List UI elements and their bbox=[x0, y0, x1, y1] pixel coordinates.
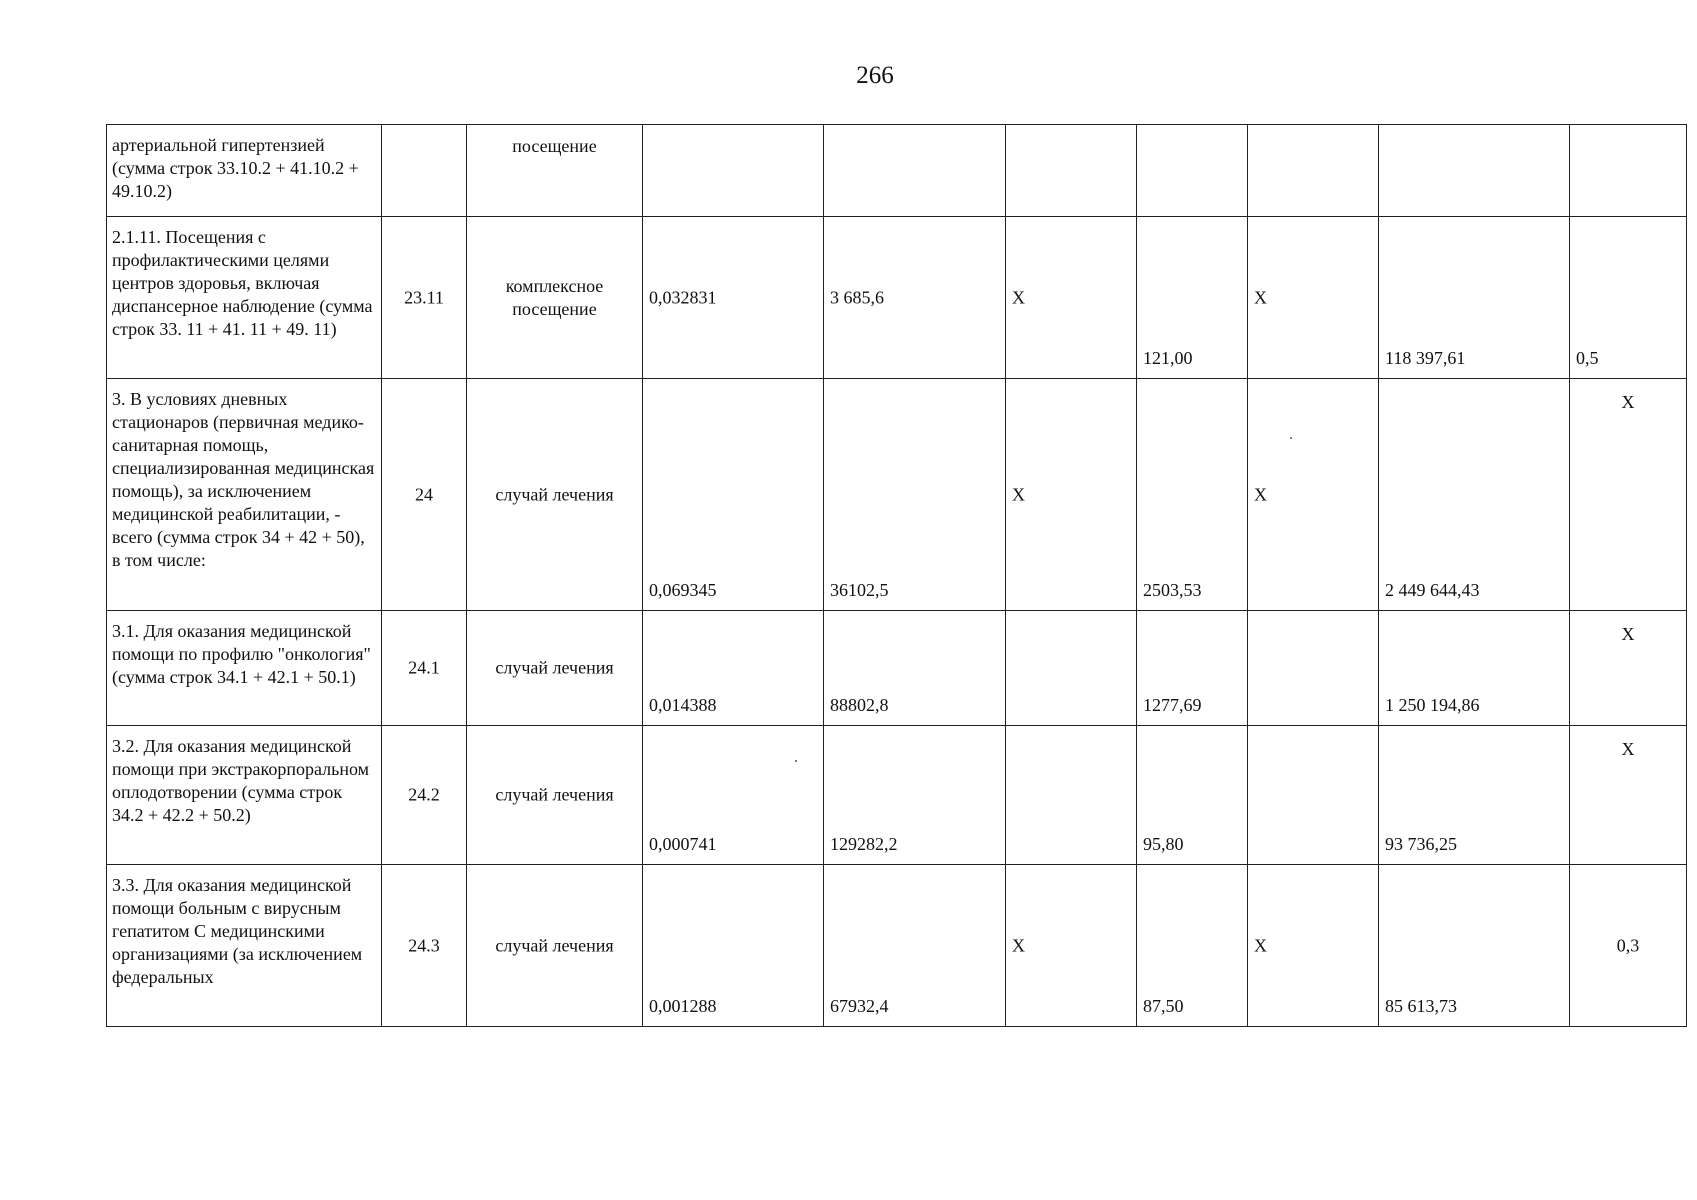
cell-col8 bbox=[1248, 611, 1379, 726]
cell-col10: X bbox=[1570, 726, 1687, 865]
table-row bbox=[107, 217, 1687, 379]
cell-col4: 0,000741 bbox=[643, 726, 824, 865]
cell-col7: 1277,69 bbox=[1137, 611, 1248, 726]
cell-col10: X bbox=[1570, 379, 1687, 611]
data-table bbox=[106, 124, 1687, 1027]
cell-col9: 118 397,61 bbox=[1379, 217, 1570, 379]
row-number bbox=[382, 125, 467, 217]
row-number: 24.3 bbox=[382, 865, 467, 1027]
cell-col6: X bbox=[1006, 865, 1137, 1027]
cell-col7: 95,80 bbox=[1137, 726, 1248, 865]
table-row bbox=[107, 379, 1687, 611]
cell-col9: 85 613,73 bbox=[1379, 865, 1570, 1027]
cell-col7: 87,50 bbox=[1137, 865, 1248, 1027]
row-description: артериальной гипертензией (сумма строк 33.10.2 + 41.10.2 + 49.10.2) bbox=[107, 125, 382, 217]
cell-col10: 0,3 bbox=[1570, 865, 1687, 1027]
cell-col7: 2503,53 bbox=[1137, 379, 1248, 611]
cell-col4: 0,014388 bbox=[643, 611, 824, 726]
cell-col5: 67932,4 bbox=[824, 865, 1006, 1027]
cell-col6: X bbox=[1006, 217, 1137, 379]
cell-col9: 2 449 644,43 bbox=[1379, 379, 1570, 611]
row-number: 24.2 bbox=[382, 726, 467, 865]
cell-col6 bbox=[1006, 611, 1137, 726]
row-description: 3.1. Для оказания медицинской помощи по профилю "онкология" (сумма строк 34.1 + 42.1 + 50.1) bbox=[107, 611, 382, 726]
row-unit: случай лечения bbox=[467, 611, 643, 726]
row-unit: комплексное посещение bbox=[467, 217, 643, 379]
cell-col8: X bbox=[1248, 379, 1379, 611]
cell-col7: 121,00 bbox=[1137, 217, 1248, 379]
row-description: 3.3. Для оказания медицинской помощи больным с вирусным гепатитом С медицинскими организациями (за исключением федеральных bbox=[107, 865, 382, 1027]
row-unit: случай лечения bbox=[467, 865, 643, 1027]
cell-col9: 1 250 194,86 bbox=[1379, 611, 1570, 726]
cell-col5: 3 685,6 bbox=[824, 217, 1006, 379]
cell-col5: 36102,5 bbox=[824, 379, 1006, 611]
row-number: 23.11 bbox=[382, 217, 467, 379]
table-row bbox=[107, 726, 1687, 865]
cell-col6: X bbox=[1006, 379, 1137, 611]
cell-col10 bbox=[1570, 125, 1687, 217]
cell-col9: 93 736,25 bbox=[1379, 726, 1570, 865]
cell-col5: 129282,2 bbox=[824, 726, 1006, 865]
cell-col10: 0,5 bbox=[1570, 217, 1687, 379]
cell-col9 bbox=[1379, 125, 1570, 217]
cell-col8 bbox=[1248, 125, 1379, 217]
row-description: 3.2. Для оказания медицинской помощи при экстракорпоральном оплодотворении (сумма строк 34.2 + 42.2 + 50.2) bbox=[107, 726, 382, 865]
row-unit: случай лечения bbox=[467, 379, 643, 611]
table-row bbox=[107, 865, 1687, 1027]
table-row bbox=[107, 125, 1687, 217]
cell-col7 bbox=[1137, 125, 1248, 217]
row-description: 3. В условиях дневных стационаров (первичная медико-санитарная помощь, специализированная медицинская помощь), за исключением медицинской реабилитации, - всего (сумма строк 34 + 42 + 50), в том числе: bbox=[107, 379, 382, 611]
cell-col8: X bbox=[1248, 217, 1379, 379]
cell-col6 bbox=[1006, 726, 1137, 865]
cell-col4: 0,032831 bbox=[643, 217, 824, 379]
table-row bbox=[107, 611, 1687, 726]
cell-col4: 0,069345 bbox=[643, 379, 824, 611]
cell-col5: 88802,8 bbox=[824, 611, 1006, 726]
row-number: 24 bbox=[382, 379, 467, 611]
cell-col4 bbox=[643, 125, 824, 217]
row-unit: посещение bbox=[467, 125, 643, 217]
page-number: 266 bbox=[856, 62, 894, 89]
row-description: 2.1.11. Посещения с профилактическими целями центров здоровья, включая диспансерное наблюдение (сумма строк 33. 11 + 41. 11 + 49. 11) bbox=[107, 217, 382, 379]
cell-col5 bbox=[824, 125, 1006, 217]
cell-col10: X bbox=[1570, 611, 1687, 726]
row-number: 24.1 bbox=[382, 611, 467, 726]
cell-col8: X bbox=[1248, 865, 1379, 1027]
row-unit: случай лечения bbox=[467, 726, 643, 865]
cell-col8 bbox=[1248, 726, 1379, 865]
cell-col4: 0,001288 bbox=[643, 865, 824, 1027]
cell-col6 bbox=[1006, 125, 1137, 217]
